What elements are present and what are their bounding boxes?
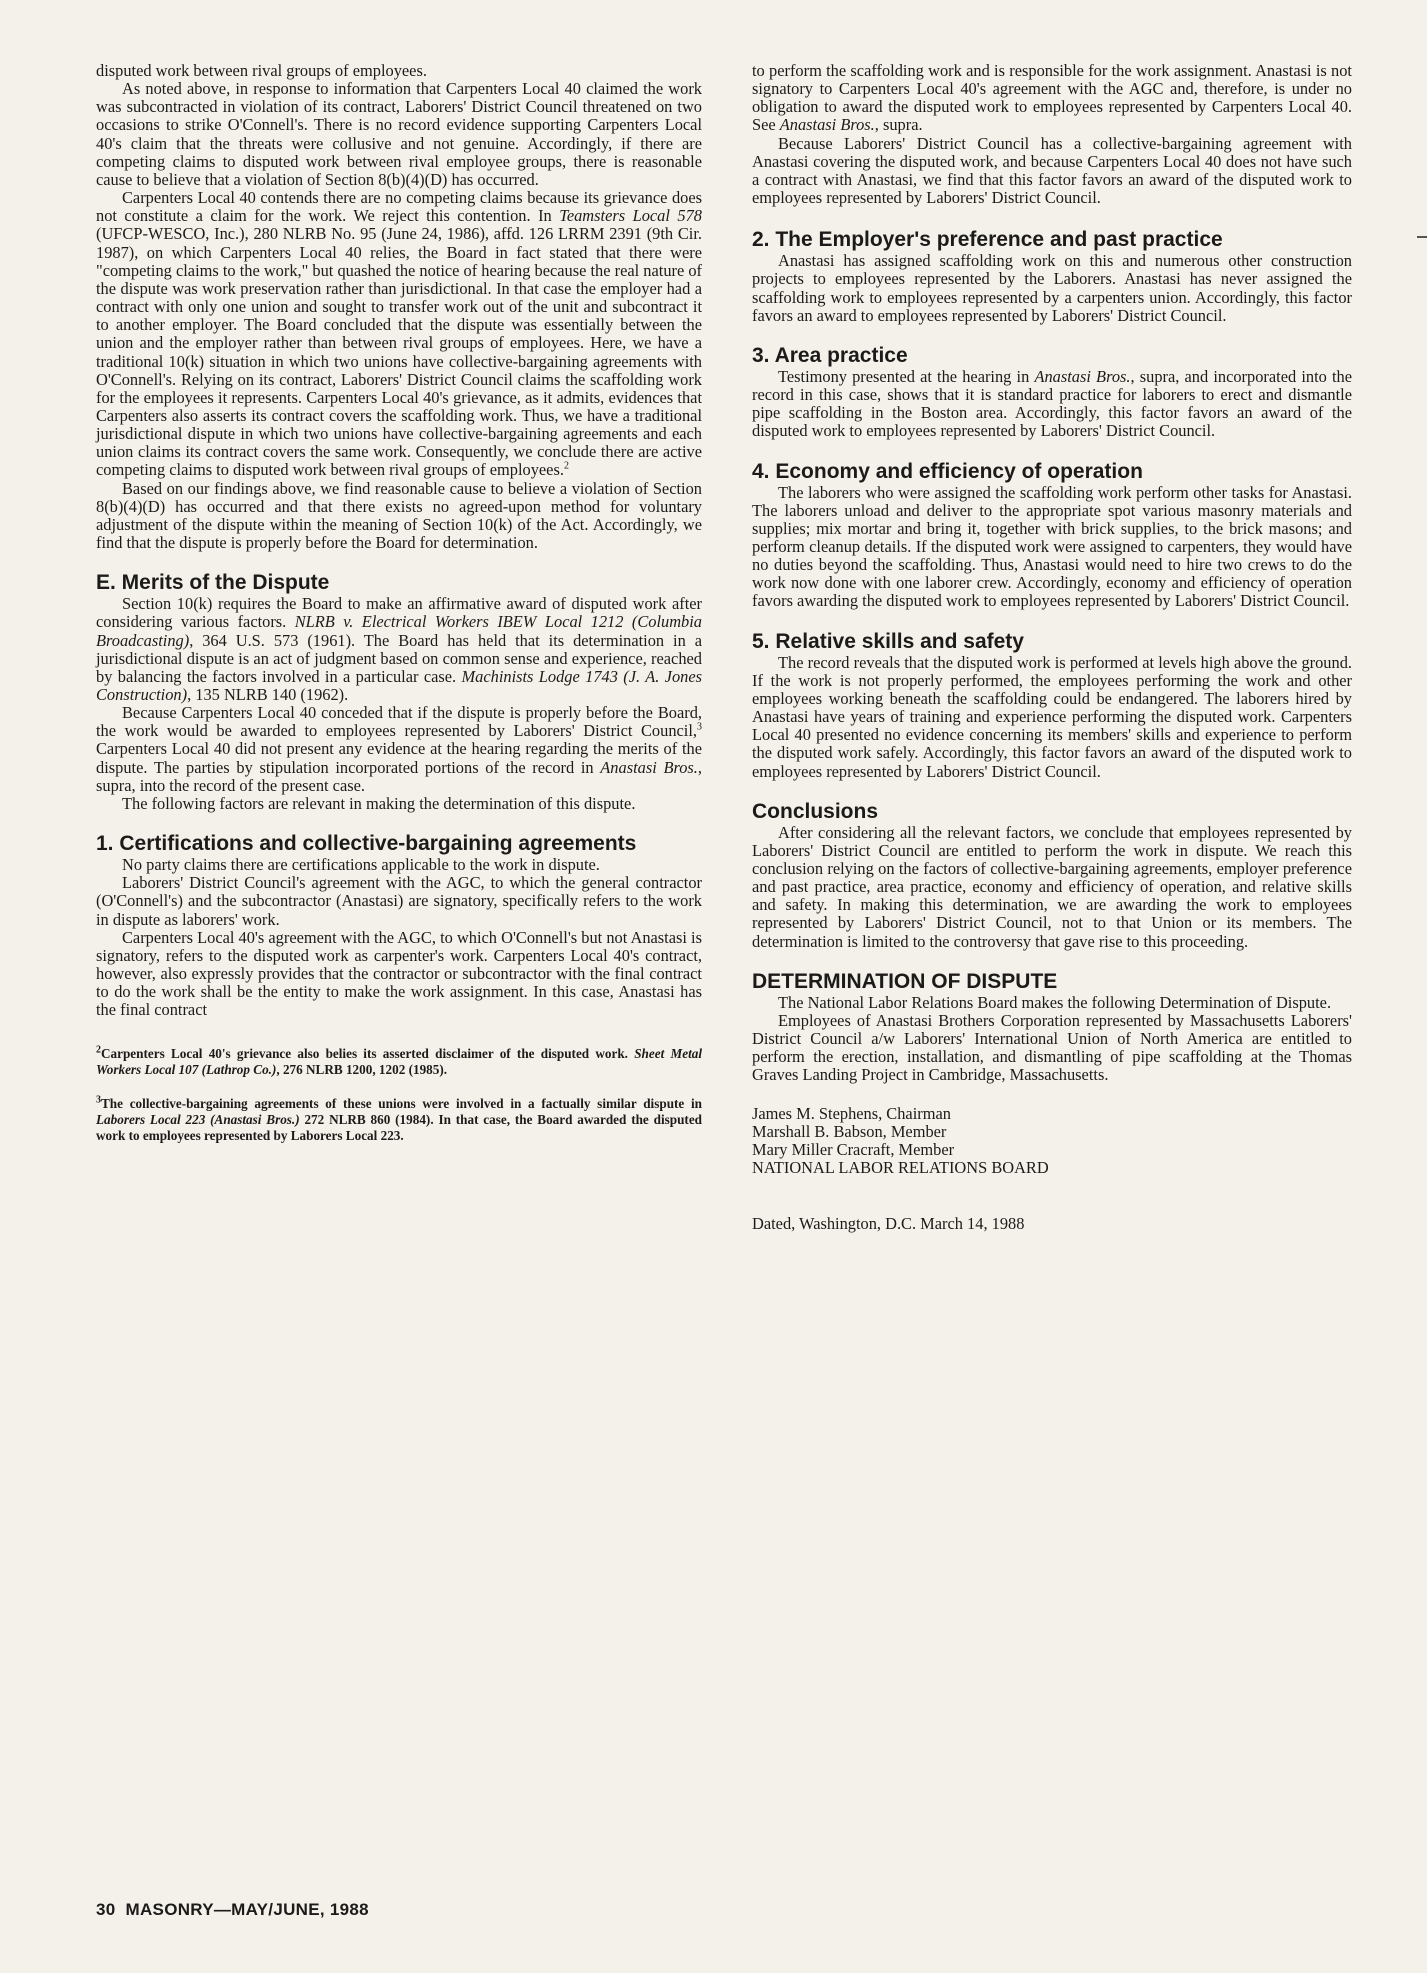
paragraph: The laborers who were assigned the scaffolding work perform other tasks for Anastasi. The laborers unload and deliver to the appropriate spot various masonry materials and supplies; mix mortar and bring it, together with brick supplies, to the brick masons; and perform cleanup details. If the disputed work were assigned to carpenters, they would have no duties beyond the scaffolding. Thus, Anastasi would need to hire two crews to do the work now done with one laborer crew. Accordingly, economy and efficiency of operation favors awarding the disputed work to employees represented by Laborers' District Council. <box>752 482 1352 611</box>
paragraph: Because Carpenters Local 40 conceded that if the dispute is properly before the Board, the work would be awarded to employees represented by Laborers' District Council,$^3$ Carpenters Local 40 did not present any evidence at the hearing regarding the merits of the dispute. The parties by stipulation incorporated portions of the record in Anastasi Bros., supra, into the record of the present case. <box>96 703 703 795</box>
page-footer <box>96 1900 369 1920</box>
right-column <box>752 62 1352 1233</box>
paragraph: Carpenters Local 40's agreement with the AGC, to which O'Connell's but not Anastasi is signatory, refers to the disputed work as carpenter's work. Carpenters Local 40's contract, however, also expressly provides that the contractor or subcontractor with the final contract to do the work shall be the entity to make the work assignment. In this case, Anastasi has the final contract <box>96 927 702 1020</box>
paragraph: The record reveals that the disputed work is performed at levels high above the ground. If the work is not properly performed, the employees performing the work and other employees working beneath the scaffolding could be endangered. The laborers hired by Anastasi have years of training and experience performing the disputed work. Carpenters Local 40 presented no evidence concerning its members' skills and experience to perform the disputed work safely. Accordingly, this factor favors an award of the disputed work to employees represented by Laborers' District Council. <box>752 652 1352 781</box>
footnote: $^3$The collective-bargaining agreements of these unions were involved in a factually similar dispute in Laborers Local 223 (Anastasi Bros.) 272 NLRB 860 (1984). In that case, the Board awarded the disputed work to employees represented by Laborers Local 223. <box>96 1094 703 1144</box>
signatory: James M. Stephens, Chairman <box>752 1103 951 1123</box>
left-column <box>96 62 702 1163</box>
paragraph: to perform the scaffolding work and is responsible for the work assignment. Anastasi is not signatory to Carpenters Local 40's agreement with the AGC and, therefore, is under no obligation to award the disputed work to employees represented by Carpenters Local 40. See Anastasi Bros., supra. <box>752 61 1352 135</box>
board-name: NATIONAL LABOR RELATIONS BOARD <box>752 1158 1049 1178</box>
signatory: Marshall B. Babson, Member <box>752 1121 947 1141</box>
paragraph: Laborers' District Council's agreement with the AGC, to which the general contractor (O'Connell's) and the subcontractor (Anastasi) are signatory, specifically refers to the work in dispute as laborers' work. <box>96 873 702 929</box>
paragraph: Carpenters Local 40 contends there are no competing claims because its grievance does not constitute a claim for the work. We reject this contention. In Teamsters Local 578 (UFCP-WESCO, Inc.), 280 NLRB No. 95 (June 24, 1986), affd. 126 LRRM 2391 (9th Cir. 1987), on which Carpenters Local 40 relies, the Board in fact stated that there were "competing claims to the work," but quashed the notice of hearing because the real nature of the dispute was work preservation rather than jurisdictional. In that case the employer had a contract with only one union and sought to transfer work out of the unit and subcontract it to another employer. The Board concluded that the dispute was essentially between the union and the employer rather than between rival groups of employees. Here, we have a traditional 10(k) situation in which two unions have collective-bargaining agreements with O'Connell's. Relying on its contract, Laborers' District Council claims the scaffolding work for the employees it represents. Carpenters Local 40's grievance, as it admits, evidences that Carpenters also asserts its contract covers the scaffolding work. Thus, we have a traditional jurisdictional dispute in which two unions have collective-bargaining agreements and each union claims its contract covers the same work. Consequently, we conclude there are active competing claims to disputed work between rival groups of employees.$^2$ <box>96 188 702 480</box>
section-heading: 2. The Employer's preference and past practice <box>752 228 1223 252</box>
paragraph: Because Laborers' District Council has a collective-bargaining agreement with Anastasi covering the disputed work, and because Carpenters Local 40 does not have such a contract with Anastasi, we find that this factor favors an award of the disputed work to employees represented by Laborers' District Council. <box>752 133 1352 208</box>
footnote-ref: 3 <box>697 721 702 733</box>
footnote-ref: 2 <box>563 460 569 472</box>
section-heading: DETERMINATION OF DISPUTE <box>752 969 1058 993</box>
paragraph: As noted above, in response to information that Carpenters Local 40 claimed the work was subcontracted in violation of its contract, Laborers' District Council threatened on two occasions to strike O'Connell's. There is no record evidence supporting Carpenters Local 40's claim that the threats were collusive and not genuine. Accordingly, if there are competing claims to disputed work between rival employee groups, there is reasonable cause to believe that a violation of Section 8(b)(4)(D) has occurred. <box>96 79 702 189</box>
paragraph: The National Labor Relations Board makes the following Determination of Dispute. <box>778 992 1332 1012</box>
signatory: Mary Miller Cracraft, Member <box>752 1139 955 1159</box>
case-citation: Machinists Lodge 1743 (J. A. Jones Construction) <box>96 666 702 704</box>
paragraph: Testimony presented at the hearing in Anastasi Bros., supra, and incorporated into the record in this case, shows that it is standard practice for laborers to erect and dismantle pipe scaffolding in the Boston area. Accordingly, this factor favors an award of the disputed work to employees represented by Laborers' District Council. <box>752 366 1352 441</box>
section-heading: 5. Relative skills and safety <box>752 629 1024 653</box>
publication-line: MASONRY—MAY/JUNE, 1988 <box>125 1900 369 1919</box>
paragraph: disputed work between rival groups of employees. <box>96 61 427 80</box>
paragraph: Section 10(k) requires the Board to make an affirmative award of disputed work after considering various factors. NLRB v. Electrical Workers IBEW Local 1212 (Columbia Broadcasting), 364 U.S. 573 (1961). The Board has held that its determination in a jurisdictional dispute is an act of judgment based on common sense and experience, reached by balancing the factors involved in a particular case. Machinists Lodge 1743 (J. A. Jones Construction), 135 NLRB 140 (1962). <box>96 594 702 704</box>
case-citation: Anastasi Bros. <box>600 757 698 777</box>
case-citation: NLRB v. Electrical Workers IBEW Local 1212 (Columbia Broadcasting) <box>96 612 702 650</box>
paragraph: The following factors are relevant in making the determination of this dispute. <box>122 793 636 813</box>
margin-mark <box>1417 236 1427 238</box>
paragraph: After considering all the relevant factors, we conclude that employees represented by Laborers' District Council are entitled to perform the work in dispute. We reach this conclusion relying on the factors of collective-bargaining agreements, employer preference and past practice, area practice, economy and efficiency of operation, and relative skills and safety. In making this determination, we are awarding the work to employees represented by Laborers' District Council, not to that Union or its members. The determination is limited to the controversy that gave rise to this proceeding. <box>752 822 1352 951</box>
paragraph: Anastasi has assigned scaffolding work on this and numerous other construction projects to employees represented by the Laborers. Anastasi has never assigned the scaffolding work to employees represented by a carpenters union. Accordingly, this factor favors an award to employees represented by Laborers' District Council. <box>752 251 1352 325</box>
paragraph: Employees of Anastasi Brothers Corporation represented by Massachusetts Laborers' District Council a/w Laborers' International Union of North America are entitled to perform the erection, installation, and dismantling of pipe scaffolding at the Thomas Graves Landing Project in Cambridge, Massachusetts. <box>752 1010 1352 1085</box>
dateline <box>752 1215 1352 1233</box>
page-number: 30 <box>96 1900 116 1919</box>
case-citation: Sheet Metal Workers Local 107 (Lathrop Co.) <box>96 1045 702 1077</box>
signature-block <box>752 1105 1352 1178</box>
paragraph: Based on our findings above, we find reasonable cause to believe a violation of Section 8(b)(4)(D) has occurred and that there exists no agreed-upon method for voluntary adjustment of the dispute within the meaning of Section 10(k) of the Act. Accordingly, we find that the dispute is properly before the Board for determination. <box>96 478 702 553</box>
footnote: $^2$Carpenters Local 40's grievance also belies its asserted disclaimer of the disputed work. Sheet Metal Workers Local 107 (Lathrop Co.), 276 NLRB 1200, 1202 (1985). <box>96 1044 702 1077</box>
date-text: Dated, Washington, D.C. March 14, 1988 <box>752 1214 1025 1234</box>
case-citation: Teamsters Local 578 <box>559 206 702 226</box>
section-heading: 1. Certifications and collective-bargaining agreements <box>96 832 637 856</box>
section-heading: E. Merits of the Dispute <box>96 571 330 595</box>
section-heading: Conclusions <box>752 799 879 823</box>
case-citation: Laborers Local 223 (Anastasi Bros.) <box>96 1112 300 1128</box>
case-citation: Anastasi Bros. <box>779 115 875 135</box>
footnotes <box>96 1046 702 1145</box>
section-heading: 3. Area practice <box>752 343 908 367</box>
case-citation: Anastasi Bros. <box>1034 366 1131 386</box>
section-heading: 4. Economy and efficiency of operation <box>752 459 1143 483</box>
paragraph: No party claims there are certifications applicable to the work in dispute. <box>122 855 600 875</box>
